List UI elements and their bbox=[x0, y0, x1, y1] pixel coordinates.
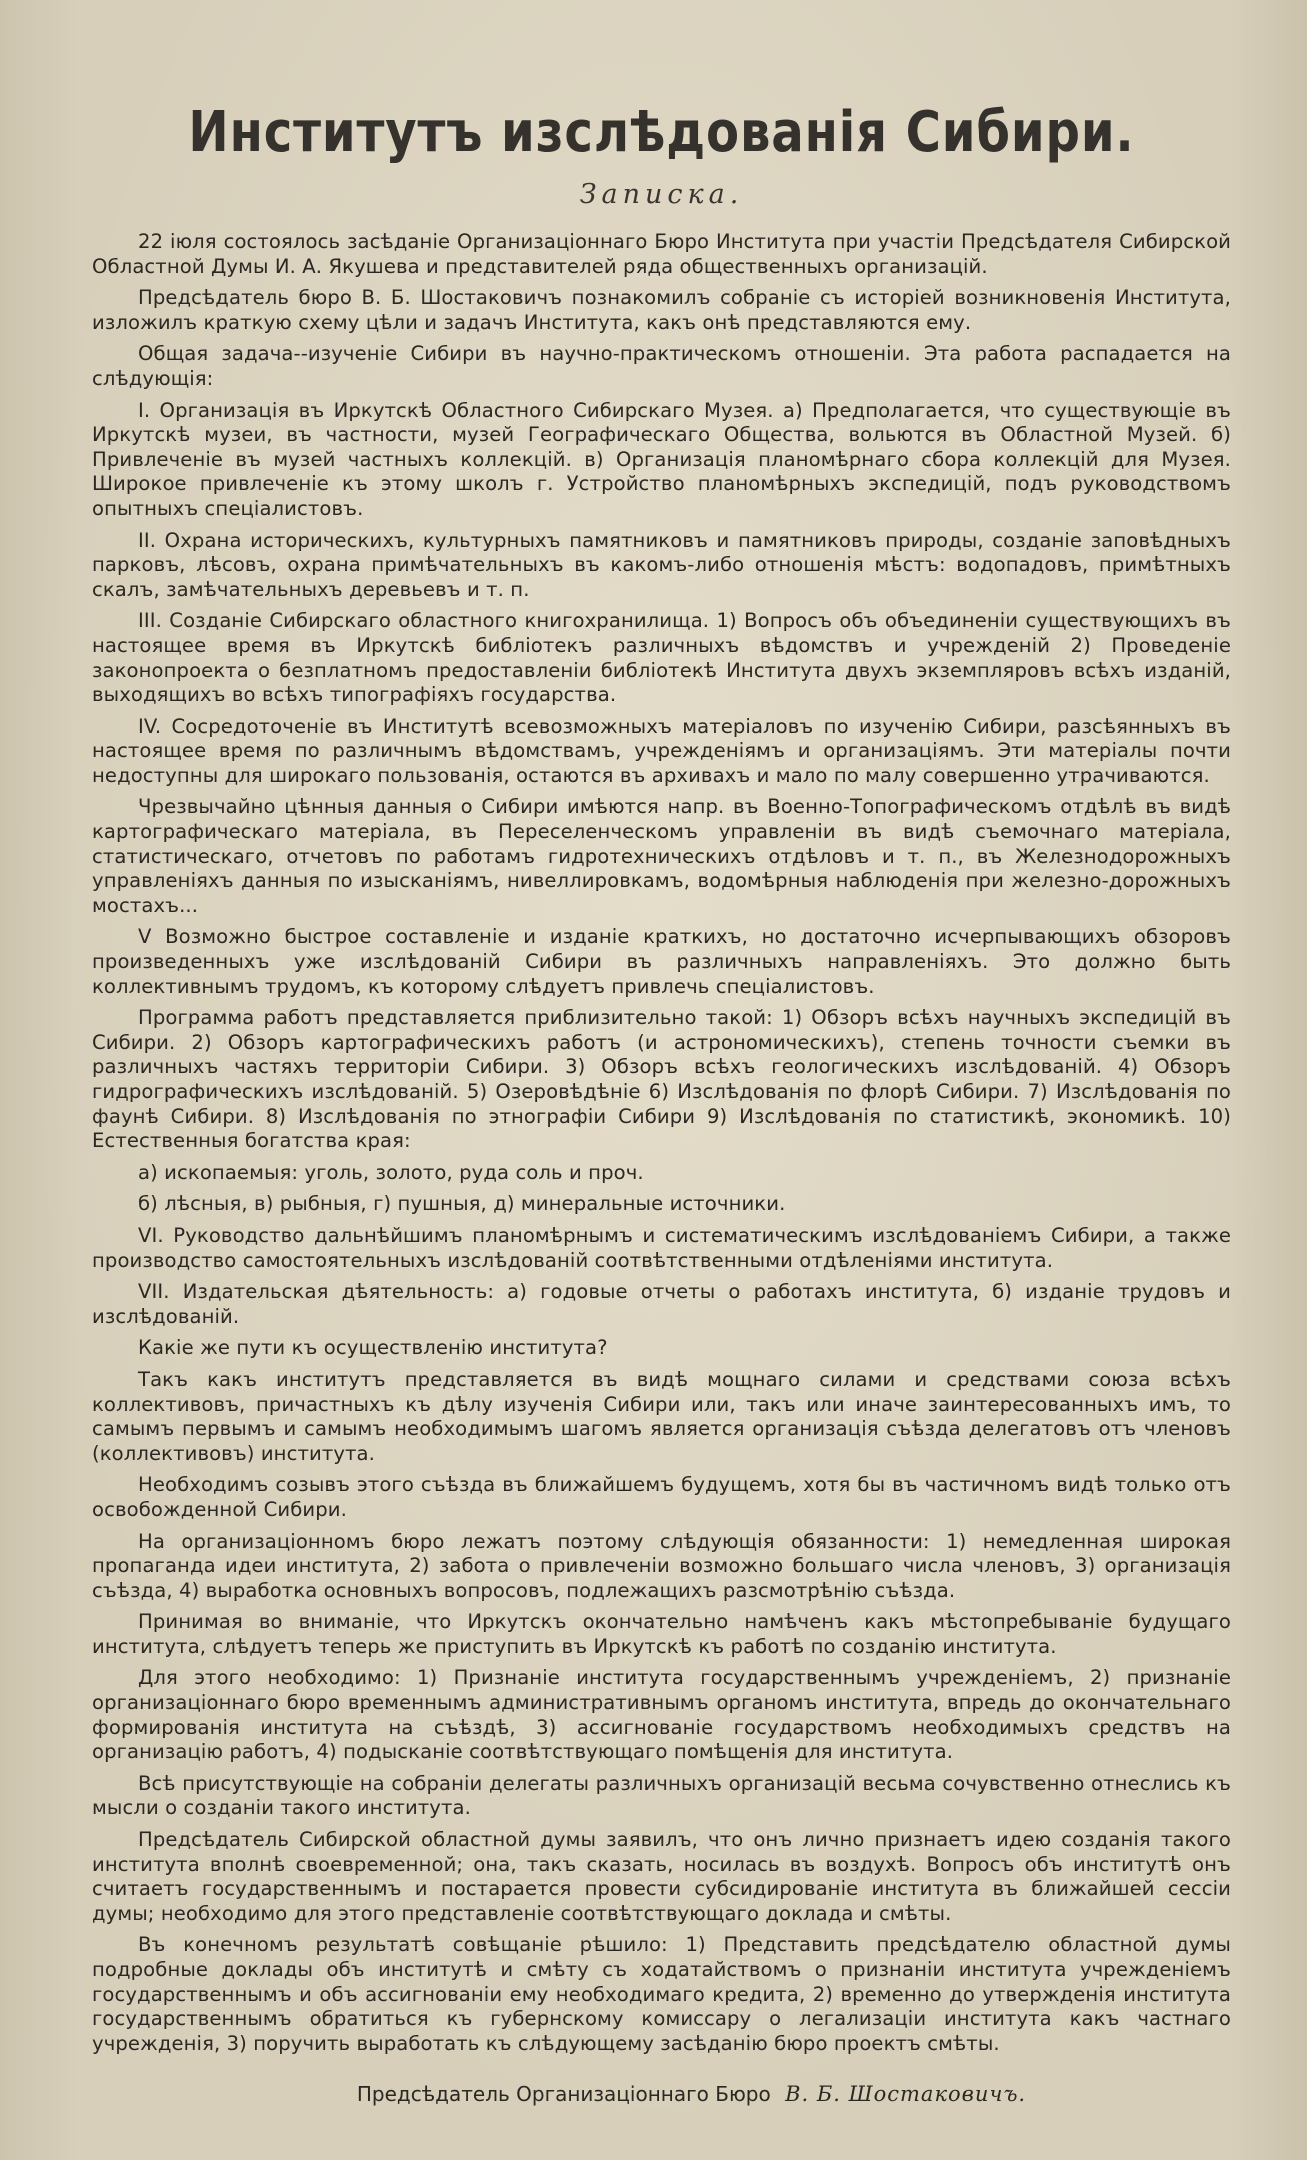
paragraph: VI. Руководство дальнѣйшимъ планомѣрнымъ и систематическимъ изслѣдованіемъ Сибири, а также производство самостоятельныхъ изслѣдованій соотвѣтственными отдѣленіями института. bbox=[92, 1223, 1231, 1272]
document-title: Институтъ изслѣдованія Сибири. bbox=[188, 100, 1135, 165]
paragraph: б) лѣсныя, в) рыбныя, г) пушныя, д) минеральные источники. bbox=[138, 1192, 786, 1216]
signature-role: Предсѣдатель Организаціоннаго Бюро bbox=[356, 2082, 771, 2107]
paragraph: Предсѣдатель бюро В. Б. Шостаковичъ познакомилъ собраніе съ исторіей возникновенія Института, изложилъ краткую схему цѣли и задачъ Института, какъ онѣ представляются ему. bbox=[92, 286, 1231, 334]
paragraph: IV. Сосредоточеніе въ Институтѣ всевозможныхъ матеріаловъ по изученію Сибири, разсѣянныхъ въ настоящее время по различнымъ вѣдомствамъ, учрежденіямъ и организаціямъ. Эти матеріалы почти недоступны для широкаго пользованія, остаются въ архивахъ и мало по малу совершенно утрачиваются. bbox=[92, 714, 1231, 787]
paragraph: Такъ какъ институтъ представляется въ видѣ мощнаго силами и средствами союза всѣхъ коллективовъ, причастныхъ къ дѣлу изученія Сибири или, такъ или иначе заинтересованныхъ имъ, то самымъ первымъ и самымъ необходимымъ шагомъ является организація съѣзда делегатовъ отъ членовъ (коллективовъ) института. bbox=[92, 1367, 1231, 1465]
paragraph: Для этого необходимо: 1) Признаніе института государственнымъ учрежденіемъ, 2) признаніе организаціоннаго бюро временнымъ административнымъ органомъ института, впредь до окончательнаго формированія института на съѣздѣ, 3) ассигнованіе государствомъ необходимыхъ средствъ на организацію работъ, 4) подысканіе соотвѣтствующаго помѣщенія для института. bbox=[92, 1666, 1231, 1764]
paragraph: Необходимъ созывъ этого съѣзда въ ближайшемъ будущемъ, хотя бы въ частичномъ видѣ только отъ освобожденной Сибири. bbox=[92, 1473, 1231, 1521]
signature-name: В. Б. Шостаковичъ. bbox=[785, 2082, 1027, 2107]
document-subtitle: Записка. bbox=[579, 179, 744, 210]
signature-line bbox=[92, 2082, 1231, 2106]
paragraph: V Возможно быстрое составленіе и изданіе краткихъ, но достаточно исчерпывающихъ обзоровъ произведенныхъ уже изслѣдованій Сибири въ различныхъ направленіяхъ. Это должно быть коллективнымъ трудомъ, къ которому слѣдуетъ привлечь спеціалистовъ. bbox=[92, 925, 1231, 998]
paragraph: Всѣ присутствующіе на собраніи делегаты различныхъ организацій весьма сочувственно отнеслись къ мысли о созданіи такого института. bbox=[92, 1771, 1231, 1820]
paragraph: Общая задача--изученіе Сибири въ научно-практическомъ отношеніи. Эта работа распадается на слѣдующія: bbox=[92, 342, 1231, 390]
paragraph: На организаціонномъ бюро лежатъ поэтому слѣдующія обязанности: 1) немедленная широкая пропаганда идеи института, 2) забота о привлеченіи возможно большаго числа членовъ, 3) организація съѣзда, 4) выработка основныхъ вопросовъ, подлежащихъ разсмотрѣнію съѣзда. bbox=[92, 1529, 1231, 1602]
paragraph: II. Охрана историческихъ, культурныхъ памятниковъ и памятниковъ природы, созданіе заповѣдныхъ парковъ, лѣсовъ, охрана примѣчательныхъ въ какомъ-либо отношенія мѣстъ: водопадовъ, примѣтныхъ скалъ, замѣчательныхъ деревьевъ и т. п. bbox=[92, 528, 1231, 601]
paragraph: Чрезвычайно цѣнныя данныя о Сибири имѣются напр. въ Военно-Топографическомъ отдѣлѣ въ видѣ картографическаго матеріала, въ Переселенческомъ управленіи въ видѣ съемочнаго матеріала, статистическаго, отчетовъ по работамъ гидротехническихъ отдѣловъ и т. п., въ Железнодорожныхъ управленіяхъ данныя по изысканіямъ, нивеллировкамъ, водомѣрныя наблюденія при железно-дорожныхъ мостахъ... bbox=[92, 795, 1231, 917]
paragraph: Предсѣдатель Сибирской областной думы заявилъ, что онъ лично признаетъ идею созданія такого института вполнѣ своевременной; она, такъ сказать, носилась въ воздухѣ. Вопросъ объ институтѣ онъ считаетъ государственнымъ и постарается провести субсидированіе института въ ближайшей сессіи думы; необходимо для этого представленіе соотвѣтствующаго доклада и смѣты. bbox=[92, 1828, 1231, 1925]
paragraph: Въ конечномъ результатѣ совѣщаніе рѣшило: 1) Представить предсѣдателю областной думы подробные доклады объ институтѣ и смѣту съ ходатайствомъ о признаніи института учрежденіемъ государственнымъ и объ ассигнованіи ему необходимаго кредита, 2) временно до утвержденія института государственнымъ обратиться къ губернскому комиссару о легализаціи института какъ частнаго учрежденія, 3) поручить выработать къ слѣдующему засѣданію бюро проектъ смѣты. bbox=[92, 1933, 1231, 2055]
paragraph: III. Созданіе Сибирскаго областного книгохранилища. 1) Вопросъ объ объединеніи существующихъ въ настоящее время въ Иркутскѣ библіотекъ различныхъ вѣдомствъ и учрежденій 2) Проведеніе законопроекта о безплатномъ предоставленіи библіотекѣ Института двухъ экземпляровъ всѣхъ изданій, выходящихъ во всѣхъ типографіяхъ государства. bbox=[92, 609, 1231, 707]
paragraph: VII. Издательская дѣятельность: а) годовые отчеты о работахъ института, б) изданіе трудовъ и изслѣдованій. bbox=[92, 1280, 1231, 1328]
paragraph: 22 іюля состоялось засѣданіе Организаціоннаго Бюро Института при участіи Предсѣдателя Сибирской Областной Думы И. А. Якушева и представителей ряда общественныхъ организацій. bbox=[92, 230, 1231, 278]
paragraph: I. Организація въ Иркутскѣ Областного Сибирскаго Музея. а) Предполагается, что существующіе въ Иркутскѣ музеи, въ частности, музей Географическаго Общества, вольются въ Областной Музей. б) Привлеченіе въ музей частныхъ коллекцій. в) Организація планомѣрнаго сбора коллекцій для Музея. Широкое привлеченіе къ этому школъ г. Устройство планомѣрныхъ экспедицій, подъ руководствомъ опытныхъ спеціалистовъ. bbox=[92, 398, 1231, 520]
document-body bbox=[92, 230, 1231, 2056]
paragraph: Какіе же пути къ осуществленію института? bbox=[138, 1336, 608, 1360]
paragraph: а) ископаемыя: уголь, золото, руда соль и проч. bbox=[138, 1160, 644, 1184]
paragraph: Программа работъ представляется приблизительно такой: 1) Обзоръ всѣхъ научныхъ экспедицій въ Сибири. 2) Обзоръ картографическихъ работъ (и астрономическихъ), степень точности съемки въ различныхъ частяхъ территоріи Сибири. 3) Обзоръ всѣхъ геологическихъ изслѣдованій. 4) Обзоръ гидрографическихъ изслѣдованій. 5) Озеровѣдѣніе 6) Изслѣдованія по флорѣ Сибири. 7) Изслѣдованія по фаунѣ Сибири. 8) Изслѣдованія по этнографіи Сибири 9) Изслѣдованія по статистикѣ, экономикѣ. 10) Естественныя богатства края: bbox=[92, 1006, 1231, 1153]
paragraph: Принимая во вниманіе, что Иркутскъ окончательно намѣченъ какъ мѣстопребываніе будущаго института, слѣдуетъ теперь же приступить въ Иркутскѣ къ работѣ по созданію института. bbox=[92, 1610, 1231, 1658]
